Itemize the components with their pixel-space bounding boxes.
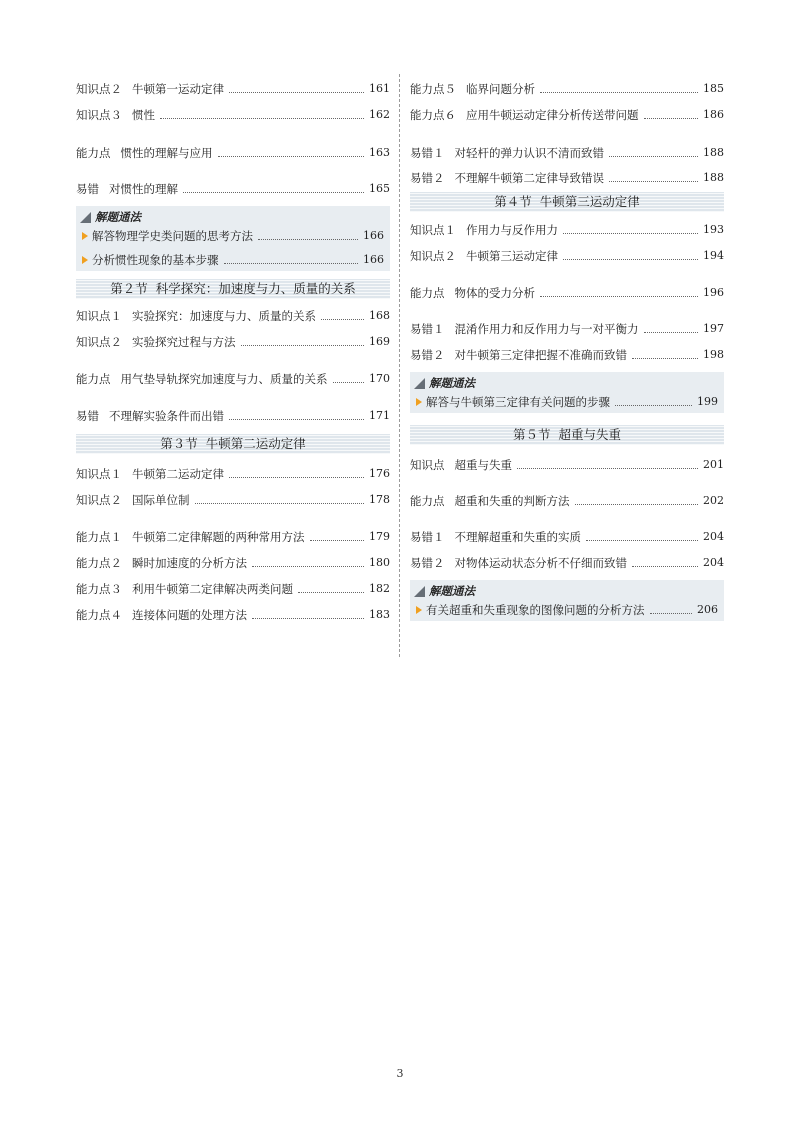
method-entry[interactable] xyxy=(414,395,718,409)
toc-entry[interactable] xyxy=(76,309,390,323)
entry-page: 204 xyxy=(703,556,724,569)
entry-title: 对惯性的理解 xyxy=(109,182,178,196)
entry-kind: 能力点 xyxy=(76,146,111,160)
entry-title: 不理解超重和失重的实质 xyxy=(454,530,581,544)
method-box xyxy=(410,372,724,413)
dot-leader xyxy=(218,156,365,157)
method-heading-label: 解题通法 xyxy=(95,210,141,224)
dot-leader xyxy=(540,296,698,297)
entry-page: 180 xyxy=(369,556,390,569)
dot-leader xyxy=(644,332,699,333)
method-heading xyxy=(414,583,718,599)
dot-leader xyxy=(563,233,698,234)
entry-title: 超重和失重的判断方法 xyxy=(454,494,570,508)
entry-kind: 能力点５ xyxy=(410,82,456,96)
entry-page: 206 xyxy=(697,603,718,616)
entry-kind: 易错 xyxy=(76,182,99,196)
entry-title: 不理解实验条件而出错 xyxy=(109,409,224,423)
dot-leader xyxy=(258,239,358,240)
entry-kind: 知识点２ xyxy=(410,249,456,263)
entry-title: 利用牛顿第二定律解决两类问题 xyxy=(132,582,293,596)
section-title: 科学探究：加速度与力、质量的关系 xyxy=(155,281,356,296)
dot-leader xyxy=(160,118,364,119)
entry-kind: 知识点２ xyxy=(76,493,122,507)
entry-page: 199 xyxy=(697,395,718,408)
entry-title: 对牛顿第三定律把握不准确而致错 xyxy=(454,348,627,362)
section-label: 第５节 xyxy=(512,427,551,442)
entry-kind: 易错２ xyxy=(410,348,445,362)
entry-kind: 能力点６ xyxy=(410,108,456,122)
entry-title: 瞬时加速度的分析方法 xyxy=(132,556,247,570)
toc-entry[interactable] xyxy=(410,322,724,336)
entry-kind: 能力点 xyxy=(410,494,445,508)
toc-entry[interactable] xyxy=(76,530,390,544)
entry-title: 牛顿第二运动定律 xyxy=(132,467,224,481)
entry-page: 170 xyxy=(369,372,390,385)
entry-kind: 能力点 xyxy=(410,286,445,300)
entry-title: 连接体问题的处理方法 xyxy=(132,608,247,622)
entry-kind: 知识点１ xyxy=(76,467,122,481)
dot-leader xyxy=(229,477,364,478)
corner-triangle-icon xyxy=(80,212,91,223)
toc-entry[interactable] xyxy=(76,409,390,423)
method-heading-label: 解题通法 xyxy=(429,376,475,390)
entry-kind: 易错２ xyxy=(410,171,445,185)
entry-page: 179 xyxy=(369,530,390,543)
entry-kind: 易错２ xyxy=(410,556,445,570)
dot-leader xyxy=(298,592,364,593)
dot-leader xyxy=(609,156,698,157)
entry-page: 163 xyxy=(369,146,390,159)
entry-title: 牛顿第一运动定律 xyxy=(132,82,224,96)
right-column xyxy=(410,76,724,621)
entry-title: 牛顿第二定律解题的两种常用方法 xyxy=(132,530,305,544)
entry-kind: 知识点３ xyxy=(76,108,122,122)
dot-leader xyxy=(650,613,693,614)
method-heading-label: 解题通法 xyxy=(429,584,475,598)
toc-entry[interactable] xyxy=(410,556,724,570)
entry-title: 应用牛顿运动定律分析传送带问题 xyxy=(466,108,639,122)
entry-title: 有关超重和失重现象的图像问题的分析方法 xyxy=(426,603,645,617)
entry-page: 176 xyxy=(369,467,390,480)
dot-leader xyxy=(586,540,698,541)
toc-entry[interactable] xyxy=(410,146,724,160)
entry-page: 202 xyxy=(703,494,724,507)
toc-entry[interactable] xyxy=(410,108,724,122)
entry-kind: 能力点 xyxy=(76,372,111,386)
entry-kind: 易错 xyxy=(76,409,99,423)
entry-page: 188 xyxy=(703,146,724,159)
entry-kind: 知识点 xyxy=(410,458,445,472)
entry-title: 解答物理学史类问题的思考方法 xyxy=(92,229,253,243)
entry-title: 国际单位制 xyxy=(132,493,190,507)
dot-leader xyxy=(563,259,698,260)
entry-page: 166 xyxy=(363,229,384,242)
dot-leader xyxy=(310,540,365,541)
method-heading xyxy=(414,375,718,391)
toc-entry[interactable] xyxy=(410,286,724,300)
toc-entry[interactable] xyxy=(410,82,724,96)
toc-entry[interactable] xyxy=(76,493,390,507)
dot-leader xyxy=(644,118,699,119)
toc-entry[interactable] xyxy=(76,182,390,196)
entry-title: 临界问题分析 xyxy=(466,82,535,96)
toc-entry[interactable] xyxy=(410,171,724,185)
toc-entry[interactable] xyxy=(76,108,390,122)
page-number: 3 xyxy=(396,1067,404,1080)
entry-page: 166 xyxy=(363,253,384,266)
entry-title: 不理解牛顿第二定律导致错误 xyxy=(454,171,604,185)
entry-page: 162 xyxy=(369,108,390,121)
entry-title: 超重与失重 xyxy=(454,458,512,472)
section-title: 牛顿第三运动定律 xyxy=(539,194,640,209)
left-column xyxy=(76,76,390,622)
toc-entry[interactable] xyxy=(76,372,390,386)
entry-title: 解答与牛顿第三定律有关问题的步骤 xyxy=(426,395,610,409)
entry-page: 185 xyxy=(703,82,724,95)
entry-kind: 能力点１ xyxy=(76,530,122,544)
entry-title: 牛顿第三运动定律 xyxy=(466,249,558,263)
entry-title: 惯性的理解与应用 xyxy=(120,146,213,160)
method-entry[interactable] xyxy=(80,253,384,267)
entry-kind: 易错１ xyxy=(410,146,445,160)
section-title: 牛顿第二运动定律 xyxy=(205,436,306,451)
entry-page: 188 xyxy=(703,171,724,184)
dot-leader xyxy=(229,92,364,93)
entry-kind: 知识点１ xyxy=(410,223,456,237)
entry-kind: 能力点３ xyxy=(76,582,122,596)
entry-kind: 易错１ xyxy=(410,322,445,336)
method-entry[interactable] xyxy=(80,229,384,243)
entry-page: 161 xyxy=(369,82,390,95)
corner-triangle-icon xyxy=(414,586,425,597)
entry-kind: 知识点２ xyxy=(76,82,122,96)
entry-page: 182 xyxy=(369,582,390,595)
entry-page: 178 xyxy=(369,493,390,506)
dot-leader xyxy=(252,618,364,619)
method-box xyxy=(76,206,390,271)
dot-leader xyxy=(517,468,698,469)
toc-entry[interactable] xyxy=(76,467,390,481)
toc-entry[interactable] xyxy=(410,530,724,544)
entry-page: 183 xyxy=(369,608,390,621)
dot-leader xyxy=(321,319,364,320)
entry-title: 混淆作用力和反作用力与一对平衡力 xyxy=(454,322,639,336)
entry-title: 用气垫导轨探究加速度与力、质量的关系 xyxy=(120,372,328,386)
play-arrow-icon xyxy=(416,398,422,406)
section-title: 超重与失重 xyxy=(558,427,621,442)
entry-kind: 知识点１ xyxy=(76,309,122,323)
dot-leader xyxy=(195,503,365,504)
entry-page: 186 xyxy=(703,108,724,121)
play-arrow-icon xyxy=(416,606,422,614)
dot-leader xyxy=(333,382,365,383)
toc-entry[interactable] xyxy=(410,223,724,237)
toc-entry[interactable] xyxy=(76,582,390,596)
dot-leader xyxy=(632,566,698,567)
entry-page: 171 xyxy=(369,409,390,422)
entry-page: 204 xyxy=(703,530,724,543)
entry-page: 197 xyxy=(703,322,724,335)
entry-title: 实验探究：加速度与力、质量的关系 xyxy=(132,309,316,323)
corner-triangle-icon xyxy=(414,378,425,389)
section-label: 第２节 xyxy=(110,281,148,296)
entry-title: 作用力与反作用力 xyxy=(466,223,558,237)
dot-leader xyxy=(224,263,359,264)
dot-leader xyxy=(241,345,365,346)
dot-leader xyxy=(252,566,364,567)
dot-leader xyxy=(609,181,698,182)
toc-entry[interactable] xyxy=(76,608,390,622)
toc-entry[interactable] xyxy=(76,82,390,96)
section-label: 第４节 xyxy=(494,194,532,209)
toc-entry[interactable] xyxy=(76,146,390,160)
method-box xyxy=(410,580,724,621)
entry-title: 物体的受力分析 xyxy=(454,286,535,300)
entry-title: 对轻杆的弹力认识不清而致错 xyxy=(454,146,604,160)
section-header[interactable] xyxy=(410,425,724,445)
dot-leader xyxy=(540,92,698,93)
entry-kind: 能力点４ xyxy=(76,608,122,622)
entry-title: 对物体运动状态分析不仔细而致错 xyxy=(454,556,627,570)
dot-leader xyxy=(183,192,364,193)
toc-entry[interactable] xyxy=(410,494,724,508)
entry-title: 惯性 xyxy=(132,108,155,122)
entry-page: 168 xyxy=(369,309,390,322)
method-heading xyxy=(80,209,384,225)
method-entry[interactable] xyxy=(414,603,718,617)
section-header[interactable] xyxy=(76,279,390,299)
toc-entry[interactable] xyxy=(410,249,724,263)
play-arrow-icon xyxy=(82,256,88,264)
entry-kind: 知识点２ xyxy=(76,335,122,349)
entry-page: 194 xyxy=(703,249,724,262)
entry-page: 201 xyxy=(703,458,724,471)
entry-kind: 易错１ xyxy=(410,530,445,544)
dot-leader xyxy=(229,419,364,420)
entry-page: 193 xyxy=(703,223,724,236)
dot-leader xyxy=(632,358,698,359)
entry-page: 165 xyxy=(369,182,390,195)
entry-kind: 能力点２ xyxy=(76,556,122,570)
section-label: 第３节 xyxy=(160,436,198,451)
play-arrow-icon xyxy=(82,232,88,240)
section-header[interactable] xyxy=(76,434,390,454)
toc-entry[interactable] xyxy=(410,458,724,472)
entry-page: 198 xyxy=(703,348,724,361)
entry-title: 实验探究过程与方法 xyxy=(132,335,236,349)
dot-leader xyxy=(575,504,699,505)
toc-entry[interactable] xyxy=(76,556,390,570)
dot-leader xyxy=(615,405,692,406)
section-header[interactable] xyxy=(410,192,724,212)
toc-entry[interactable] xyxy=(410,348,724,362)
toc-entry[interactable] xyxy=(76,335,390,349)
entry-title: 分析惯性现象的基本步骤 xyxy=(92,253,219,267)
column-divider xyxy=(399,74,400,657)
entry-page: 169 xyxy=(369,335,390,348)
entry-page: 196 xyxy=(703,286,724,299)
